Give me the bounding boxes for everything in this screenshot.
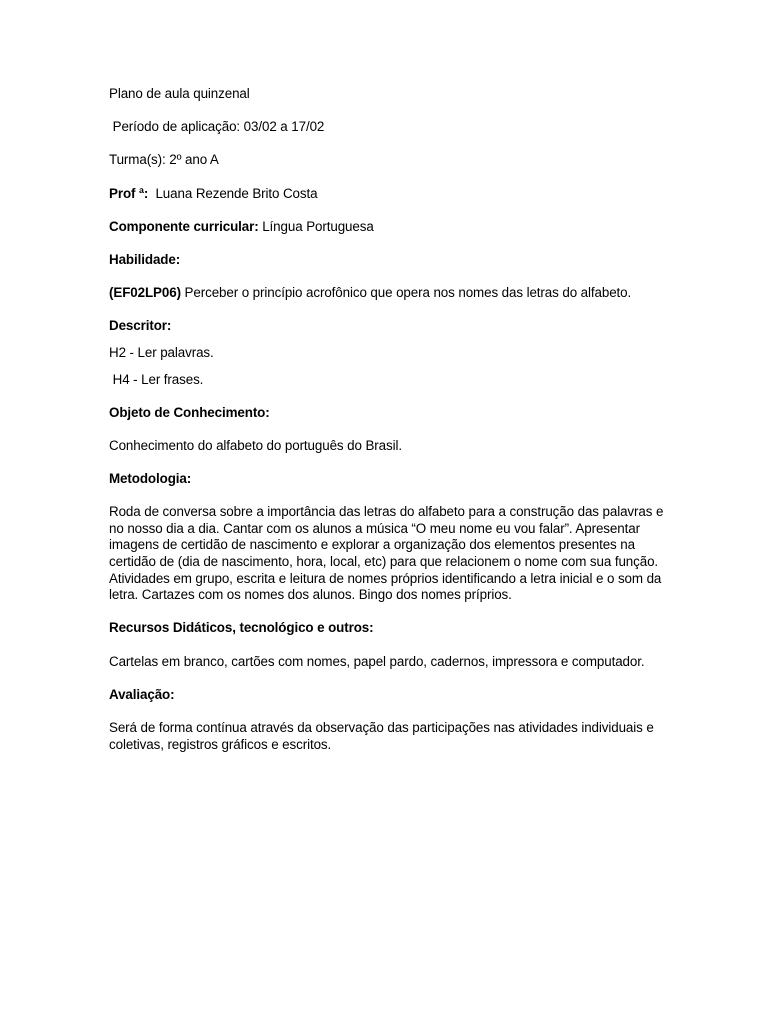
professor-line bbox=[109, 186, 668, 203]
componente-value: Língua Portuguesa bbox=[258, 218, 374, 234]
habilidade-text: Perceber o princípio acrofônico que opera nos nomes das letras do alfabeto. bbox=[180, 285, 632, 301]
periodo-line: Período de aplicação: 03/02 a 17/02 bbox=[109, 119, 325, 135]
recursos-heading: Recursos Didáticos, tecnológico e outros: bbox=[109, 620, 374, 636]
metodologia-text: Roda de conversa sobre a importância das letras do alfabeto para a construção das palavras e no nosso dia a dia. Cantar com os alunos a música “O meu nome eu vou falar”. Apresentar imagens de certidão de nascimento e explorar a organização dos elementos presentes na certidão de (dia de nascimento, hora, local, etc) para que relacionem o nome com sua função. Atividades em grupo, escrita e leitura de nomes próprios identificando a letra inicial e o som da letra. Cartazes com os nomes dos alunos. Bingo dos nomes príprios. bbox=[109, 504, 664, 603]
metodologia-heading: Metodologia: bbox=[109, 471, 192, 487]
turma-line: Turma(s): 2º ano A bbox=[109, 152, 219, 168]
avaliacao-heading: Avaliação: bbox=[109, 686, 175, 702]
professor-label: Prof ª: bbox=[109, 185, 149, 201]
objeto-text: Conhecimento do alfabeto do português do Brasil. bbox=[109, 437, 402, 453]
descritor-item: H2 - Ler palavras. bbox=[109, 344, 214, 360]
habilidade-heading: Habilidade: bbox=[109, 251, 181, 267]
habilidade-code: (EF02LP06) bbox=[109, 285, 181, 301]
componente-label: Componente curricular: bbox=[109, 218, 259, 234]
avaliacao-text: Será de forma contínua através da observação das participações nas atividades individuais e coletivas, registros gráficos e escritos. bbox=[109, 719, 654, 752]
recursos-text: Cartelas em branco, cartões com nomes, papel pardo, cadernos, impressora e computador. bbox=[109, 653, 645, 669]
descritor-item: H4 - Ler frases. bbox=[109, 371, 204, 387]
professor-name: Luana Rezende Brito Costa bbox=[148, 185, 318, 201]
objeto-heading: Objeto de Conhecimento: bbox=[109, 404, 270, 420]
document-title: Plano de aula quinzenal bbox=[109, 86, 250, 101]
descritor-heading: Descritor: bbox=[109, 318, 172, 334]
componente-line bbox=[109, 219, 668, 236]
habilidade-line bbox=[109, 285, 668, 302]
